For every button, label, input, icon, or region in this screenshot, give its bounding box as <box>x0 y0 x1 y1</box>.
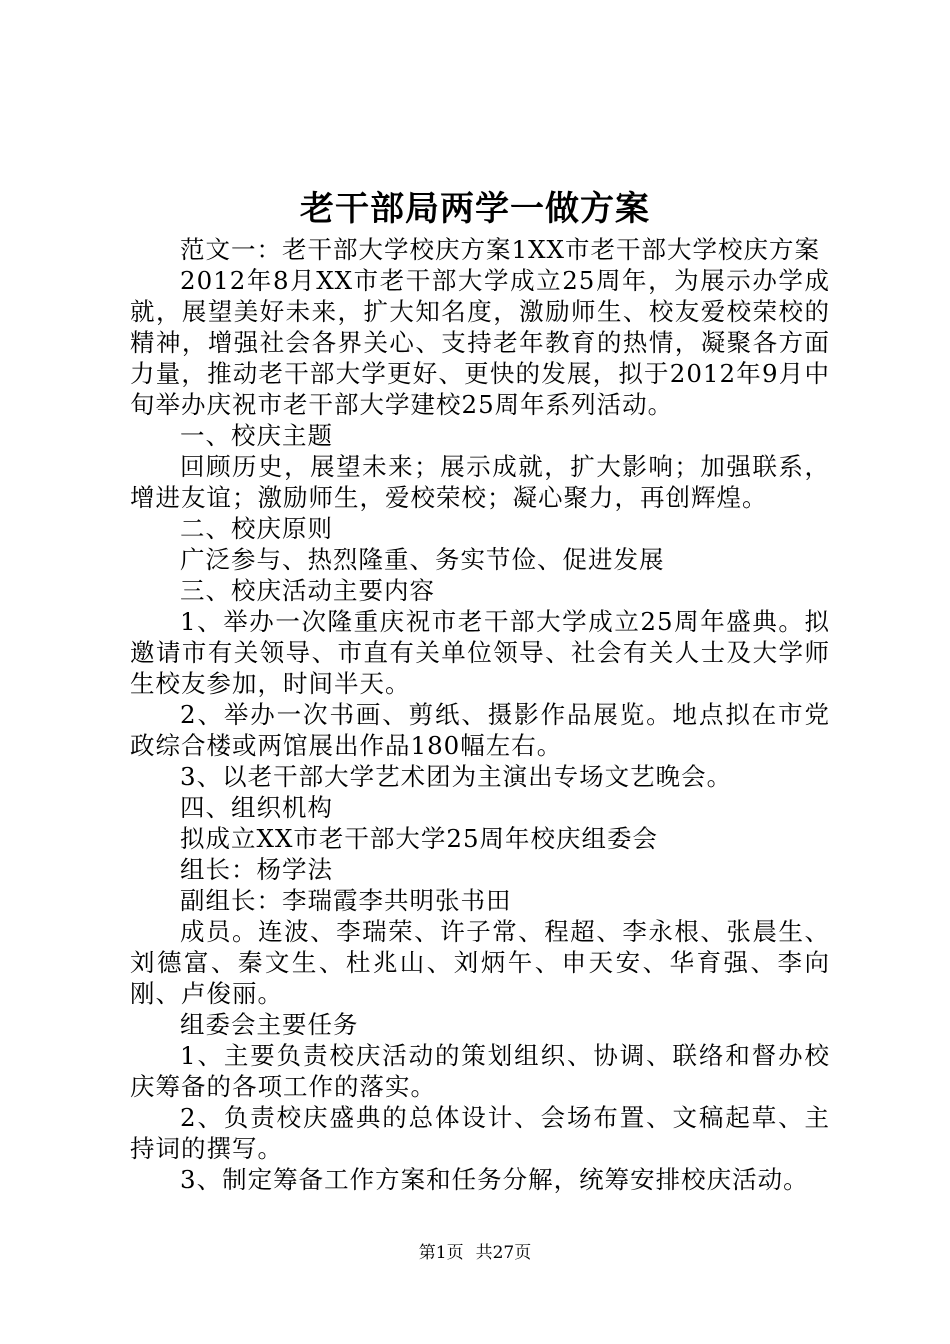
paragraph-task-2: 2、负责校庆盛典的总体设计、会场布置、文稿起草、主持词的撰写。 <box>130 1103 830 1163</box>
heading-activities: 三、校庆活动主要内容 <box>180 576 435 605</box>
page-footer <box>0 1241 950 1265</box>
page-total: 共27页 <box>475 1243 532 1263</box>
heading-organization: 四、组织机构 <box>180 793 333 822</box>
heading-theme: 一、校庆主题 <box>180 421 333 450</box>
document-title: 老干部局两学一做方案 <box>300 189 650 229</box>
heading-committee-tasks: 组委会主要任务 <box>180 1010 359 1039</box>
paragraph-principles: 广泛参与、热烈隆重、务实节俭、促进发展 <box>180 545 665 574</box>
page-number: 第1页 <box>418 1243 464 1263</box>
paragraph-leader: 组长：杨学法 <box>180 855 333 884</box>
paragraph-members: 成员。连波、李瑞荣、许子常、程超、李永根、张晨生、刘德富、秦文生、杜兆山、刘炳午、申天安、华育强、李向刚、卢俊丽。 <box>130 917 830 1008</box>
paragraph-deputy-leaders: 副组长：李瑞霞李共明张书田 <box>180 886 512 915</box>
paragraph-task-3: 3、制定筹备工作方案和任务分解，统筹安排校庆活动。 <box>180 1165 809 1194</box>
paragraph-activity-3: 3、以老干部大学艺术团为主演出专场文艺晚会。 <box>180 762 733 791</box>
paragraph-background: 2012年8月XX市老干部大学成立25周年，为展示办学成就，展望美好未来，扩大知名度，激励师生、校友爱校荣校的精神，增强社会各界关心、支持老年教育的热情，凝聚各方面力量，推动老干部大学更好、更快的发展，拟于2012年9月中旬举办庆祝市老干部大学建校25周年系列活动。 <box>130 266 830 419</box>
paragraph-intro: 范文一：老干部大学校庆方案1XX市老干部大学校庆方案 <box>180 235 820 264</box>
paragraph-activity-1: 1、举办一次隆重庆祝市老干部大学成立25周年盛典。拟邀请市有关领导、市直有关单位领导、社会有关人士及大学师生校友参加，时间半天。 <box>130 607 830 698</box>
heading-principles: 二、校庆原则 <box>180 514 333 543</box>
paragraph-theme: 回顾历史，展望未来；展示成就，扩大影响；加强联系，增进友谊；激励师生，爱校荣校；凝心聚力，再创辉煌。 <box>130 452 830 512</box>
document-body <box>130 234 830 1195</box>
paragraph-task-1: 1、主要负责校庆活动的策划组织、协调、联络和督办校庆筹备的各项工作的落实。 <box>130 1041 830 1101</box>
paragraph-activity-2: 2、举办一次书画、剪纸、摄影作品展览。地点拟在市党政综合楼或两馆展出作品180幅左右。 <box>130 700 830 760</box>
paragraph-committee: 拟成立XX市老干部大学25周年校庆组委会 <box>180 824 659 853</box>
